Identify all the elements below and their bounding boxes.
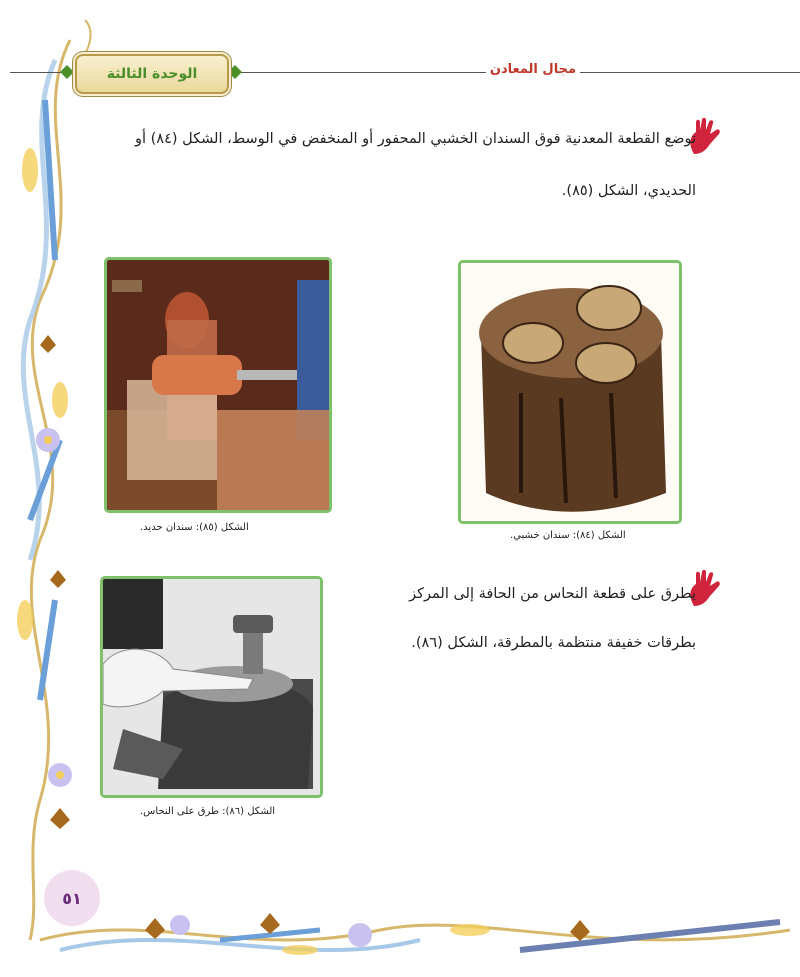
butterfly-icon bbox=[40, 335, 56, 353]
flower-icon bbox=[48, 763, 72, 787]
butterfly-icon bbox=[50, 808, 70, 829]
unit-badge bbox=[75, 54, 229, 94]
paragraph-1-line-2: الحديدي، الشكل (٨٥). bbox=[561, 183, 696, 199]
figure-84-photo bbox=[458, 260, 682, 524]
flower-icon bbox=[170, 915, 190, 935]
figure-86-photo bbox=[100, 576, 323, 798]
iron-anvil-image bbox=[107, 260, 329, 510]
paragraph-2-line-1: يطرق على قطعة النحاس من الحافة إلى المركز bbox=[409, 586, 696, 602]
figure-85-photo bbox=[104, 257, 332, 513]
butterfly-icon bbox=[260, 913, 280, 934]
flower-icon bbox=[348, 923, 372, 947]
butterfly-icon bbox=[145, 918, 165, 939]
figure-85-caption: الشكل (٨٥): سندان حديد. bbox=[140, 522, 249, 533]
page-number: ٥١ bbox=[44, 870, 100, 926]
domain-label: مجال المعادن bbox=[486, 62, 580, 77]
unit-title: الوحدة الثالثة bbox=[106, 66, 198, 82]
figure-84-caption: الشكل (٨٤): سندان خشبي. bbox=[510, 530, 626, 541]
diamond-ornament-icon bbox=[60, 65, 74, 79]
paragraph-2-line-2: بطرقات خفيفة منتظمة بالمطرقة، الشكل (٨٦). bbox=[411, 635, 696, 651]
floral-border-bottom bbox=[0, 850, 800, 977]
floral-border-left bbox=[0, 0, 110, 977]
butterfly-icon bbox=[50, 570, 66, 588]
hammering-copper-image bbox=[103, 579, 320, 795]
figure-86-caption: الشكل (٨٦): طرق على النحاس. bbox=[140, 806, 276, 817]
flower-icon bbox=[36, 428, 60, 452]
diamond-ornament-icon bbox=[228, 65, 242, 79]
paragraph-1-line-1: توضع القطعة المعدنية فوق السندان الخشبي المحفور أو المنخفض في الوسط، الشكل (٨٤) أو bbox=[134, 131, 696, 147]
wooden-anvil-image bbox=[461, 263, 679, 521]
